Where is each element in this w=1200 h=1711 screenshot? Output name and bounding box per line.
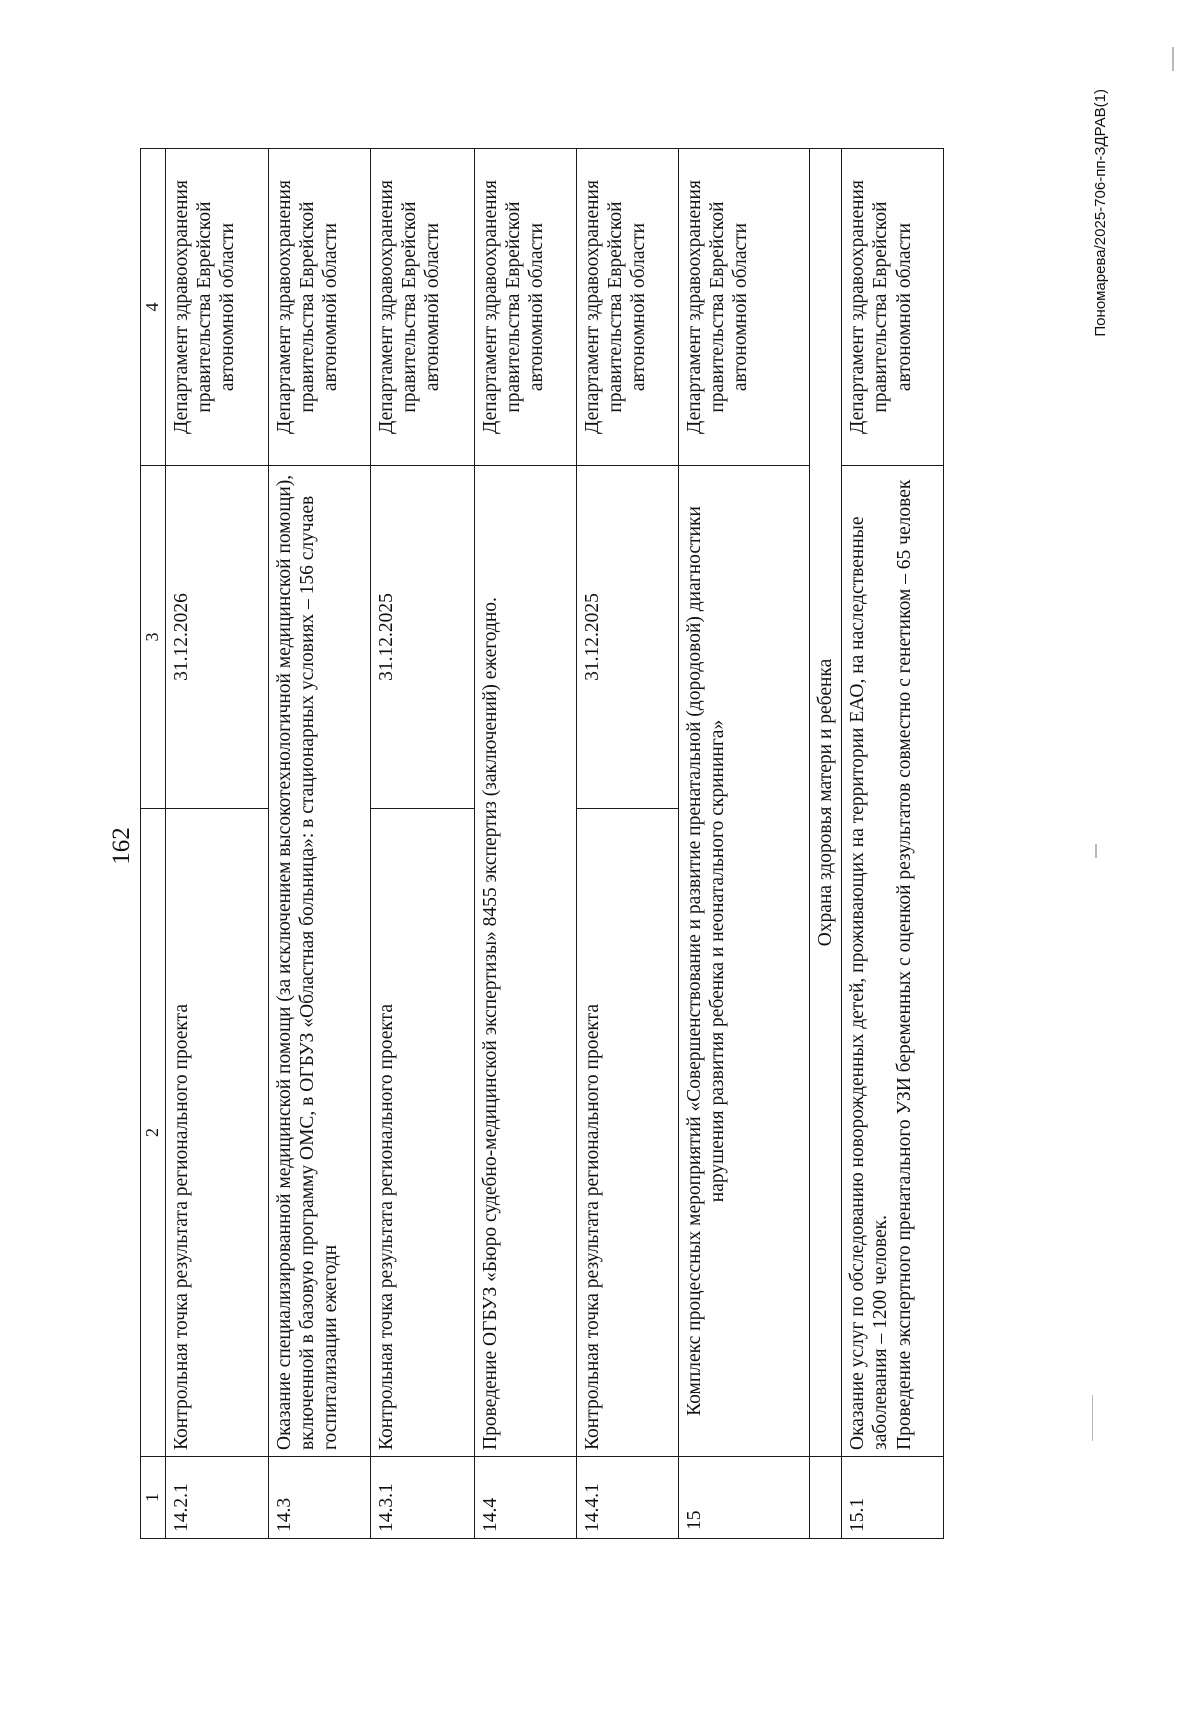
row-responsible: Департамент здравоохранения правительства Еврейской автономной области [474, 149, 576, 466]
row-description: Контрольная точка результата регионального проекта [370, 809, 474, 1457]
scan-artifact [1095, 844, 1097, 858]
row-responsible: Департамент здравоохранения правительства Еврейской автономной области [678, 149, 809, 466]
row-responsible: Департамент здравоохранения правительства Еврейской автономной области [165, 149, 268, 466]
row-description: Проведение ОГБУЗ «Бюро судебно-медицинской экспертизы» 8455 экспертиз (заключений) ежегодно. [474, 466, 576, 1457]
row-date: 31.12.2025 [576, 466, 678, 809]
scan-artifact [1172, 47, 1174, 71]
row-responsible: Департамент здравоохранения правительства Еврейской автономной области [576, 149, 678, 466]
table-row [841, 149, 943, 1539]
footer-document-code: Пономарева/2025-706-пп-ЗДРАВ(1) [1092, 89, 1109, 337]
table-header-row [141, 149, 166, 1539]
row-description-part: Проведение экспертного пренатального УЗИ беременных с оценкой результатов совместно с генетиком – 65 человек [893, 479, 915, 1450]
row-number: 15 [678, 1457, 809, 1539]
row-responsible: Департамент здравоохранения правительства Еврейской автономной области [370, 149, 474, 466]
table-row [474, 149, 576, 1539]
row-responsible: Департамент здравоохранения правительства Еврейской автономной области [268, 149, 370, 466]
row-description: Контрольная точка результата регионального проекта [576, 809, 678, 1457]
section-empty-cell [809, 1457, 841, 1539]
row-number: 14.3.1 [370, 1457, 474, 1539]
row-date: 31.12.2026 [165, 466, 268, 809]
scan-artifact [1092, 1395, 1093, 1441]
row-date: 31.12.2025 [370, 466, 474, 809]
column-header: 1 [141, 1457, 166, 1539]
section-row [809, 149, 841, 1539]
row-number: 15.1 [841, 1457, 943, 1539]
table-row [268, 149, 370, 1539]
column-header: 3 [141, 466, 166, 809]
column-header: 4 [141, 149, 166, 466]
row-description-part: Оказание услуг по обследованию новорожденных детей, проживающих на территории ЕАО, на наследственные заболевания – 1200 человек. [846, 516, 892, 1450]
row-description [841, 466, 943, 1457]
row-number: 14.3 [268, 1457, 370, 1539]
row-number: 14.4 [474, 1457, 576, 1539]
row-responsible: Департамент здравоохранения правительства Еврейской автономной области [841, 149, 943, 466]
row-number: 14.4.1 [576, 1457, 678, 1539]
row-description: Комплекс процессных мероприятий «Совершенствование и развитие пренатальной (дородовой) диагностики нарушения развития ребенка и неонатального скрининга» [678, 466, 809, 1457]
column-header: 2 [141, 809, 166, 1457]
table-row [576, 149, 678, 1539]
row-description: Контрольная точка результата регионального проекта [165, 809, 268, 1457]
row-number: 14.2.1 [165, 1457, 268, 1539]
plan-table [140, 148, 944, 1539]
section-title: Охрана здоровья матери и ребенка [809, 149, 841, 1457]
table-row [678, 149, 809, 1539]
table-row [165, 149, 268, 1539]
row-description: Оказание специализированной медицинской помощи (за исключением высокотехнологичной медицинской помощи), включенной в базовую программу ОМС, в ОГБУЗ «Областная больница»: в стационарных условиях – 156 случаев госпитализации ежегодн [268, 466, 370, 1457]
table-row [370, 149, 474, 1539]
page-number: 162 [108, 827, 135, 865]
